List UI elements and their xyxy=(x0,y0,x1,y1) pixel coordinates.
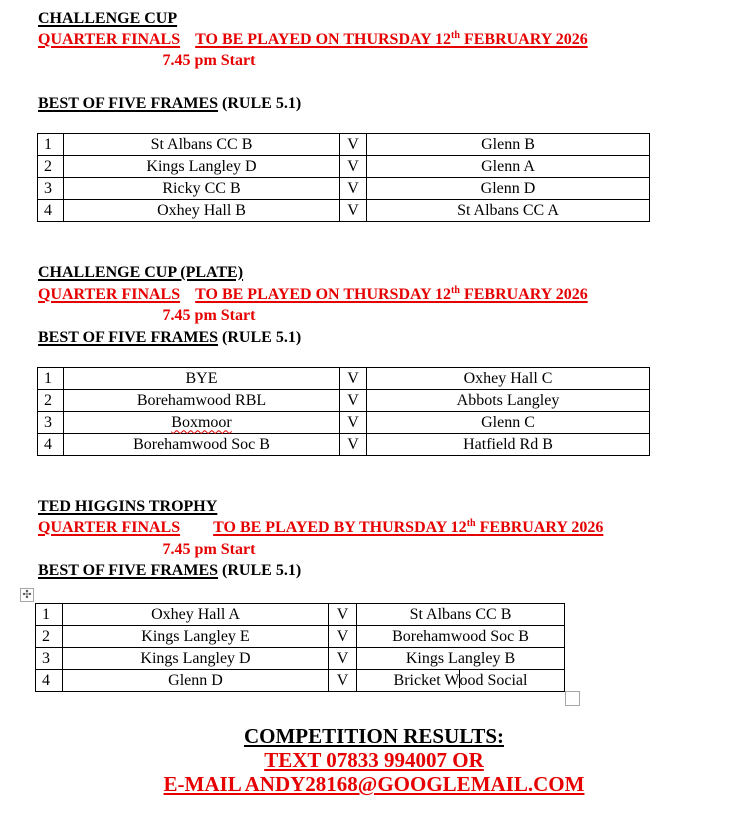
schedule-post: FEBRUARY 2026 xyxy=(459,31,588,48)
away-team[interactable]: Glenn C xyxy=(367,412,650,434)
away-team[interactable]: Hatfield Rd B xyxy=(367,434,650,456)
fixture-number[interactable]: 2 xyxy=(36,626,63,648)
schedule-sup: th xyxy=(451,285,460,296)
fixture-number[interactable]: 1 xyxy=(38,134,64,156)
home-team[interactable]: Kings Langley E xyxy=(63,626,329,648)
away-team[interactable] xyxy=(357,670,565,692)
away-team[interactable]: Kings Langley B xyxy=(357,648,565,670)
away-team-text-after-cursor: ood Social xyxy=(459,672,528,689)
schedule-pre: TO BE PLAYED ON THURSDAY 12 xyxy=(195,31,452,48)
table-move-handle-icon[interactable]: ✣ xyxy=(20,588,34,602)
away-team[interactable]: St Albans CC B xyxy=(357,604,565,626)
fixture-number[interactable]: 2 xyxy=(38,156,64,178)
table-row xyxy=(38,134,650,156)
home-team[interactable]: St Albans CC B xyxy=(64,134,340,156)
away-team[interactable]: St Albans CC A xyxy=(367,200,650,222)
schedule-sup: th xyxy=(451,30,460,41)
competition-title: CHALLENGE CUP (PLATE) xyxy=(38,264,244,281)
start-time: 7.45 pm Start xyxy=(162,307,256,324)
round-schedule-line xyxy=(38,30,588,50)
schedule-post: FEBRUARY 2026 xyxy=(459,286,588,303)
format-rule: (RULE 5.1) xyxy=(218,562,302,579)
home-team[interactable]: Oxhey Hall A xyxy=(63,604,329,626)
fixture-number[interactable]: 3 xyxy=(38,178,64,200)
away-team[interactable]: Borehamwood Soc B xyxy=(357,626,565,648)
fixture-number[interactable]: 1 xyxy=(36,604,63,626)
away-team[interactable]: Glenn B xyxy=(367,134,650,156)
competition-title: CHALLENGE CUP xyxy=(38,10,178,27)
fixture-number[interactable]: 4 xyxy=(38,200,64,222)
home-team[interactable]: Oxhey Hall B xyxy=(64,200,340,222)
table-row xyxy=(38,390,650,412)
competition-title: TED HIGGINS TROPHY xyxy=(38,498,218,515)
versus[interactable]: V xyxy=(329,670,357,692)
fixture-number[interactable]: 4 xyxy=(38,434,64,456)
round-label: QUARTER FINALS xyxy=(38,286,181,303)
table-row xyxy=(36,670,565,692)
format-rule: (RULE 5.1) xyxy=(218,329,302,346)
versus[interactable]: V xyxy=(340,390,367,412)
versus[interactable]: V xyxy=(340,200,367,222)
format-rule: (RULE 5.1) xyxy=(218,95,302,112)
table-row xyxy=(38,368,650,390)
format-label: BEST OF FIVE FRAMES xyxy=(38,562,219,579)
format-label: BEST OF FIVE FRAMES xyxy=(38,329,219,346)
footer-text-line: TEXT 07833 994007 OR xyxy=(264,748,484,772)
away-team[interactable]: Glenn D xyxy=(367,178,650,200)
schedule-pre: TO BE PLAYED BY THURSDAY 12 xyxy=(213,519,467,536)
fixtures-table-plate xyxy=(37,367,650,456)
home-team[interactable]: Borehamwood RBL xyxy=(64,390,340,412)
fixtures-table-ted-higgins xyxy=(35,603,565,692)
table-resize-handle-icon[interactable] xyxy=(565,691,580,706)
away-team[interactable]: Abbots Langley xyxy=(367,390,650,412)
schedule-pre: TO BE PLAYED ON THURSDAY 12 xyxy=(195,286,452,303)
start-time: 7.45 pm Start xyxy=(162,52,256,69)
round-label: QUARTER FINALS xyxy=(38,31,181,48)
schedule-post: FEBRUARY 2026 xyxy=(475,519,604,536)
versus[interactable]: V xyxy=(329,626,357,648)
schedule-text xyxy=(213,519,603,536)
home-team[interactable]: Glenn D xyxy=(63,670,329,692)
versus[interactable]: V xyxy=(329,648,357,670)
footer-heading: COMPETITION RESULTS: xyxy=(243,724,505,748)
fixture-number[interactable]: 1 xyxy=(38,368,64,390)
table-row xyxy=(38,178,650,200)
schedule-text xyxy=(195,31,588,48)
home-team[interactable]: Kings Langley D xyxy=(64,156,340,178)
footer-email-line[interactable]: E-MAIL ANDY28168@GOOGLEMAIL.COM xyxy=(163,772,585,796)
table-row xyxy=(38,412,650,434)
versus[interactable]: V xyxy=(340,156,367,178)
home-team[interactable]: BYE xyxy=(64,368,340,390)
away-team[interactable]: Glenn A xyxy=(367,156,650,178)
fixture-number[interactable]: 3 xyxy=(38,412,64,434)
round-label: QUARTER FINALS xyxy=(38,519,181,536)
table-row xyxy=(38,156,650,178)
table-row xyxy=(38,434,650,456)
fixture-number[interactable]: 2 xyxy=(38,390,64,412)
home-team[interactable]: Ricky CC B xyxy=(64,178,340,200)
away-team[interactable]: Oxhey Hall C xyxy=(367,368,650,390)
fixture-number[interactable]: 3 xyxy=(36,648,63,670)
schedule-text xyxy=(195,286,588,303)
table-row xyxy=(36,648,565,670)
round-schedule-line xyxy=(38,285,588,305)
format-line xyxy=(38,328,301,348)
away-team-text-before-cursor: Bricket W xyxy=(393,672,460,689)
home-team[interactable] xyxy=(64,412,340,434)
versus[interactable]: V xyxy=(340,434,367,456)
round-schedule-line xyxy=(38,518,603,538)
table-row xyxy=(36,626,565,648)
fixtures-table-challenge-cup xyxy=(37,133,650,222)
fixture-number[interactable]: 4 xyxy=(36,670,63,692)
versus[interactable]: V xyxy=(340,134,367,156)
versus[interactable]: V xyxy=(340,178,367,200)
versus[interactable]: V xyxy=(329,604,357,626)
table-row xyxy=(36,604,565,626)
home-team[interactable]: Borehamwood Soc B xyxy=(64,434,340,456)
versus[interactable]: V xyxy=(340,368,367,390)
spellcheck-flagged-text[interactable]: Boxmoor xyxy=(171,413,232,431)
start-time: 7.45 pm Start xyxy=(162,541,256,558)
schedule-sup: th xyxy=(466,518,476,529)
home-team[interactable]: Kings Langley D xyxy=(63,648,329,670)
format-line xyxy=(38,561,301,581)
format-label: BEST OF FIVE FRAMES xyxy=(38,95,219,112)
versus[interactable]: V xyxy=(340,412,367,434)
table-row xyxy=(38,200,650,222)
format-line xyxy=(38,94,301,114)
